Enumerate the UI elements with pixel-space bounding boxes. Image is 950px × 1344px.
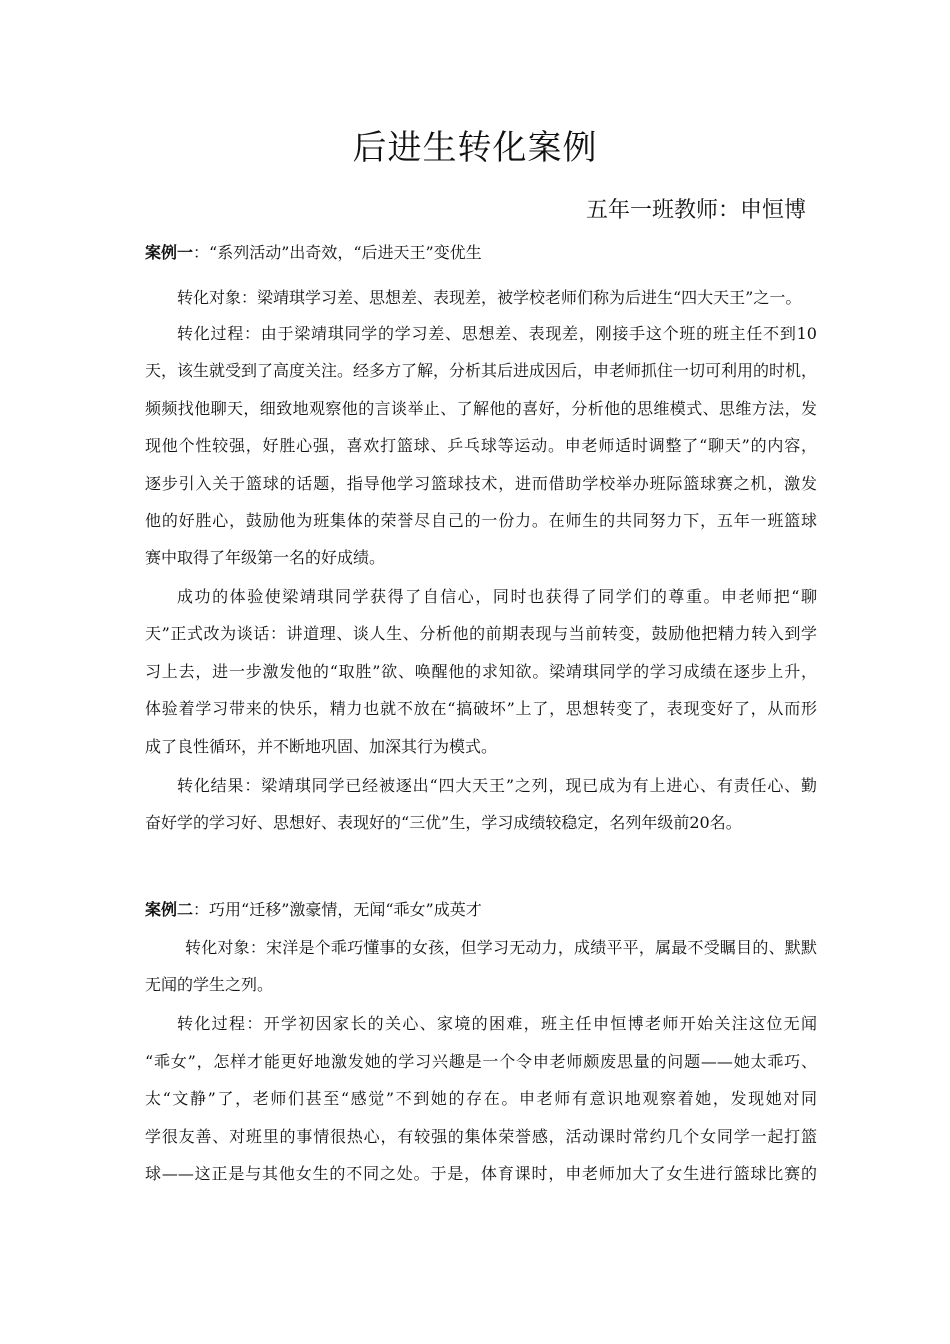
paragraph-line: 他的好胜心，鼓励他为班集体的荣誉尽自己的一份力。在师生的共同努力下，五年一班篮球 xyxy=(145,511,817,530)
case1-heading-label: 案例一 xyxy=(145,243,194,262)
paragraph-line: 成功的体验使梁靖琪同学获得了自信心，同时也获得了同学们的尊重。申老师把“聊 xyxy=(177,587,817,606)
paragraph-line: 逐步引入关于篮球的话题，指导他学习篮球技术，进而借助学校举办班际篮球赛之机，激发 xyxy=(145,474,817,493)
case2-heading-label: 案例二 xyxy=(145,900,194,919)
paragraph-line: 无闻的学生之列。 xyxy=(145,975,274,994)
paragraph-line: 转化对象：宋洋是个乖巧懂事的女孩，但学习无动力，成绩平平，属最不受瞩目的、默默 xyxy=(185,938,817,957)
paragraph-line: 转化过程：开学初因家长的关心、家境的困难，班主任申恒博老师开始关注这位无闻 xyxy=(177,1014,817,1033)
paragraph-line: 学很友善、对班里的事情很热心，有较强的集体荣誉感，活动课时常约几个女同学一起打篮 xyxy=(145,1127,817,1146)
paragraph-line: 天，该生就受到了高度关注。经多方了解，分析其后进成因后，申老师抓住一切可利用的时机， xyxy=(145,361,818,380)
case2-heading-text: ：巧用“迁移”激豪情，无闻“乖女”成英才 xyxy=(193,900,482,919)
paragraph-line: 赛中取得了年级第一名的好成绩。 xyxy=(145,548,386,567)
document-title: 后进生转化案例 xyxy=(352,128,598,168)
author-line: 五年一班教师：申恒博 xyxy=(585,198,806,223)
paragraph-line: 现他个性较强，好胜心强，喜欢打篮球、乒乓球等运动。申老师适时调整了“聊天”的内容， xyxy=(145,436,817,455)
paragraph-line: 体验着学习带来的快乐，精力也就不放在“搞破坏”上了，思想转变了，表现变好了，从而形 xyxy=(145,699,817,718)
paragraph-line: 习上去，进一步激发他的“取胜”欲、唤醒他的求知欲。梁靖琪同学的学习成绩在逐步上升， xyxy=(145,662,817,681)
paragraph-line: 转化结果：梁靖琪同学已经被逐出“四大天王”之列，现已成为有上进心、有责任心、勤 xyxy=(177,776,817,795)
case2-heading xyxy=(145,898,817,922)
case1-heading xyxy=(145,241,817,265)
paragraph-line: 转化对象：梁靖琪学习差、思想差、表现差，被学校老师们称为后进生“四大天王”之一。 xyxy=(177,288,802,307)
case1-heading-text: ：“系列活动”出奇效，“后进天王”变优生 xyxy=(193,243,482,262)
paragraph-line: 天”正式改为谈话：讲道理、谈人生、分析他的前期表现与当前转变，鼓励他把精力转入到学 xyxy=(145,624,817,643)
paragraph-line: 成了良性循环，并不断地巩固、加深其行为模式。 xyxy=(145,737,498,756)
paragraph-line: 太“文静”了，老师们甚至“感觉”不到她的存在。申老师有意识地观察着她，发现她对同 xyxy=(145,1089,817,1108)
paragraph-line: 转化过程：由于梁靖琪同学的学习差、思想差、表现差，刚接手这个班的班主任不到10 xyxy=(177,324,817,343)
paragraph-line: “乖女”，怎样才能更好地激发她的学习兴趣是一个令申老师颇废思量的问题——她太乖巧、 xyxy=(145,1052,817,1071)
paragraph-line: 奋好学的学习好、思想好、表现好的“三优”生，学习成绩较稳定，名列年级前20名。 xyxy=(145,813,742,832)
paragraph-line: 频频找他聊天，细致地观察他的言谈举止、了解他的喜好，分析他的思维模式、思维方法，发 xyxy=(145,399,817,418)
paragraph-line: 球——这正是与其他女生的不同之处。于是，体育课时，申老师加大了女生进行篮球比赛的 xyxy=(145,1164,817,1183)
